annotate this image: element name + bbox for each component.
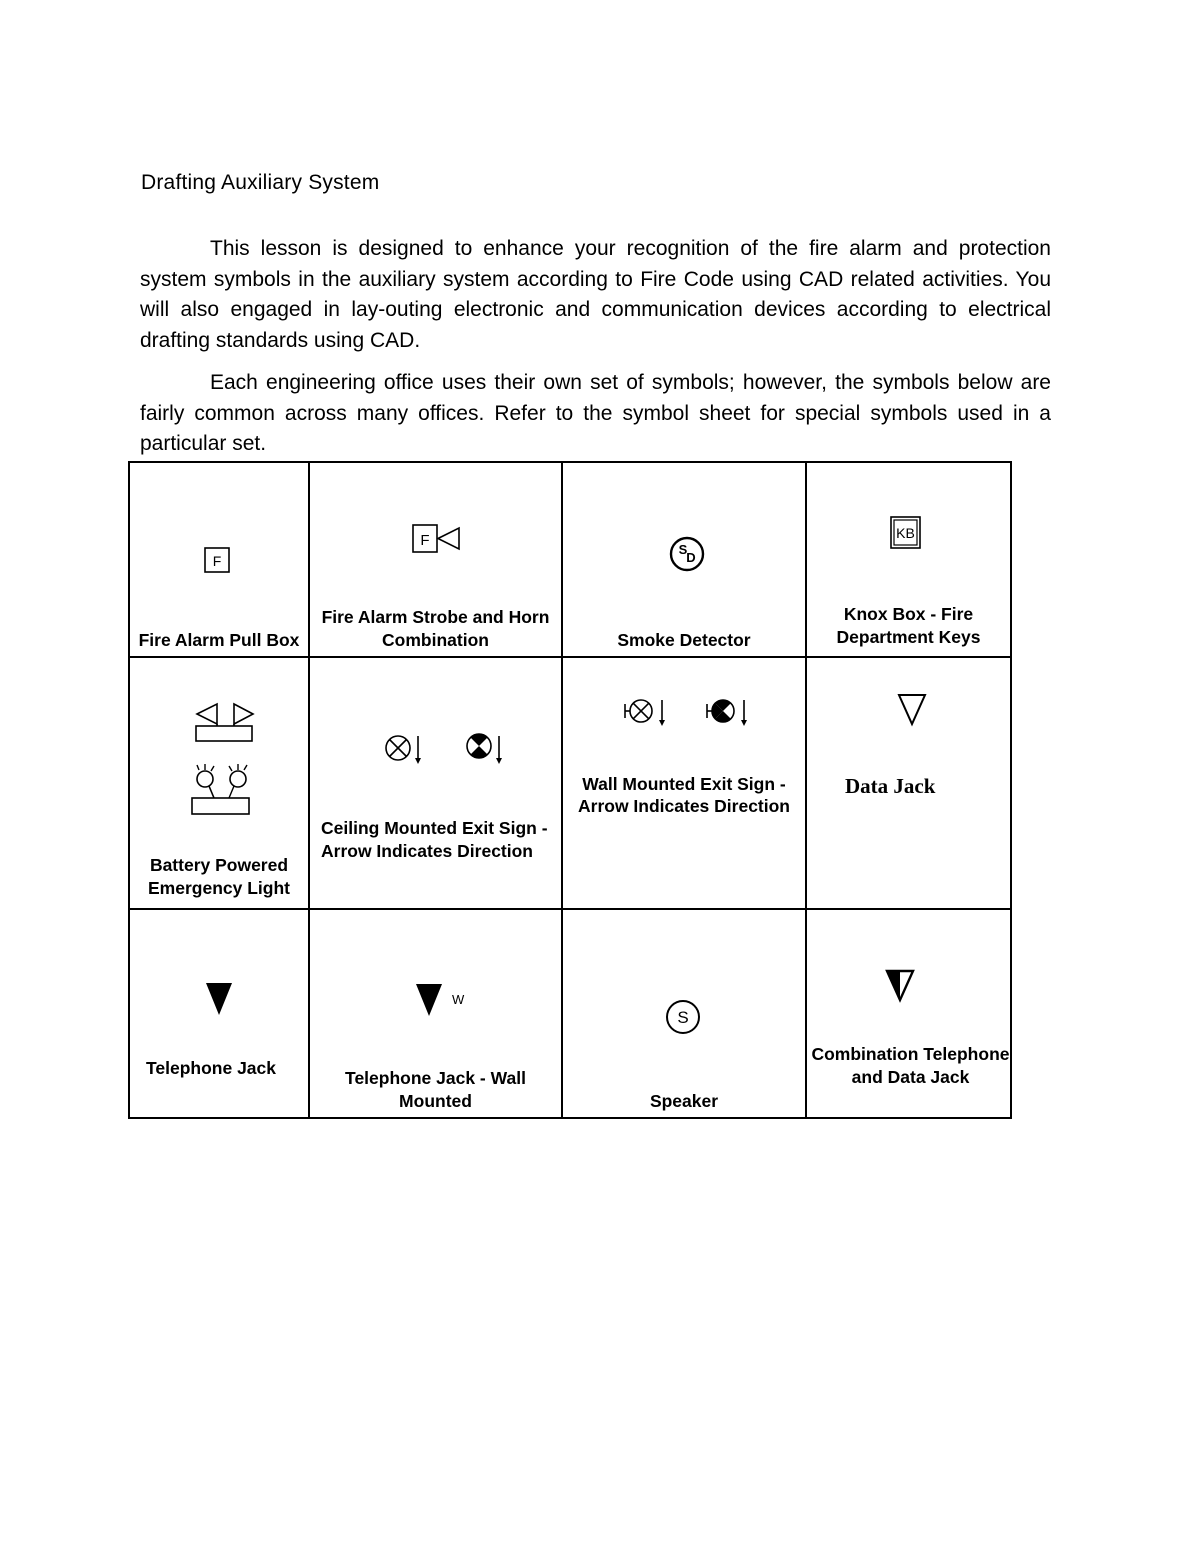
wall-exit-sign-label: Wall Mounted Exit Sign - Arrow Indicates Direction: [578, 774, 790, 816]
knox-box-label: Knox Box - Fire Department Keys: [836, 604, 981, 647]
svg-text:S: S: [677, 1008, 689, 1027]
cell-fire-alarm-pull-box: [129, 462, 309, 657]
cell-ceiling-exit-sign: [309, 657, 562, 909]
svg-text:F: F: [420, 532, 430, 549]
table-row: [129, 657, 1011, 909]
cell-combo-jack: [806, 909, 1011, 1118]
cell-telephone-jack-wall: [309, 909, 562, 1118]
telephone-jack-icon: [204, 981, 234, 1017]
fire-alarm-pull-box-icon: [203, 546, 233, 576]
fire-alarm-pull-box-label: Fire Alarm Pull Box: [138, 630, 300, 650]
combo-jack-icon: [884, 968, 916, 1004]
cell-wall-exit-sign: [562, 657, 806, 909]
strobe-horn-icon: [410, 522, 466, 556]
speaker-label: Speaker: [649, 1091, 719, 1111]
knox-box-icon: [888, 514, 924, 552]
svg-text:KB: KB: [896, 525, 915, 541]
cell-speaker: [562, 909, 806, 1118]
speaker-icon: [664, 998, 702, 1036]
svg-text:F: F: [212, 553, 222, 569]
intro-paragraph: This lesson is designed to enhance your recognition of the fire alarm and protection system symbols in the auxiliary system according to Fire Code using CAD related activities. You will also engaged in lay-outing electronic and communication devices according to electrical drafting standards using CAD.: [140, 237, 1051, 352]
symbol-table: [128, 461, 1012, 1119]
table-row: [129, 909, 1011, 1118]
telephone-jack-wall-label: Telephone Jack - Wall Mounted: [345, 1068, 526, 1111]
symbols-paragraph: Each engineering office uses their own set of symbols; however, the symbols below are fairly common across many offices. Refer to the symbol sheet for special symbols used in a particular set.: [140, 371, 1051, 455]
telephone-jack-wall-icon: [414, 982, 470, 1018]
data-jack-label: Data Jack: [845, 774, 936, 798]
svg-text:W: W: [452, 992, 465, 1007]
svg-text:S: S: [678, 542, 688, 557]
cell-strobe-horn: [309, 462, 562, 657]
data-jack-icon: [896, 692, 928, 728]
table-row: [129, 462, 1011, 657]
smoke-detector-label: Smoke Detector: [617, 630, 751, 650]
cell-knox-box: [806, 462, 1011, 657]
emergency-light-label: Battery Powered Emergency Light: [148, 855, 290, 898]
combo-jack-label: Combination Telephone and Data Jack: [811, 1044, 1010, 1087]
ceiling-exit-sign-label: Ceiling Mounted Exit Sign - Arrow Indicates Direction: [321, 818, 548, 861]
smoke-detector-icon: [668, 535, 706, 573]
ceiling-exit-sign-icon: [382, 732, 506, 768]
strobe-horn-label: Fire Alarm Strobe and Horn Combination: [321, 607, 550, 650]
cell-smoke-detector: [562, 462, 806, 657]
wall-exit-sign-icon: [622, 694, 752, 728]
cell-emergency-light: [129, 657, 309, 909]
telephone-jack-label: Telephone Jack: [146, 1058, 277, 1078]
cell-telephone-jack: [129, 909, 309, 1118]
emergency-light-icon: [186, 698, 256, 820]
cell-data-jack: [806, 657, 1011, 909]
page-title: Drafting Auxiliary System: [141, 171, 380, 194]
svg-text:D: D: [686, 550, 696, 565]
